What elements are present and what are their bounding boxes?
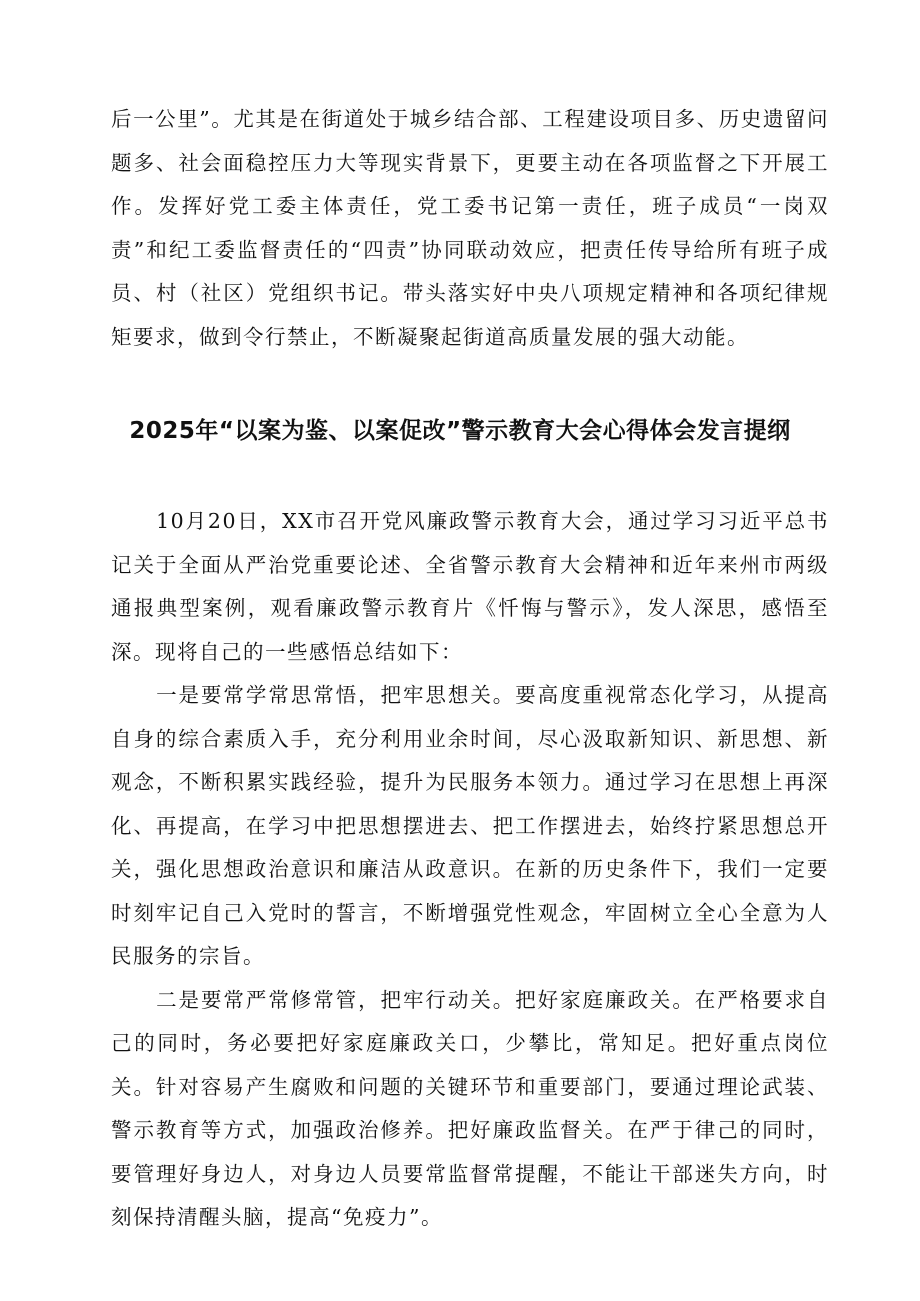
paragraph-point-one: 一是要常学常思常悟，把牢思想关。要高度重视常态化学习，从提高自身的综合素质入手，充分利用业余时间，尽心汲取新知识、新思想、新观念，不断积累实践经验，提升为民服务本领力。通过学习在思想上再深化、再提高，在学习中把思想摆进去、把工作摆进去，始终拧紧思想总开关，强化思想政治意识和廉洁从政意识。在新的历史条件下，我们一定要时刻牢记自己入党时的誓言，不断增强党性观念，牢固树立全心全意为人民服务的宗旨。 [111, 683, 829, 968]
paragraph-point-two: 二是要常严常修常管，把牢行动关。把好家庭廉政关。在严格要求自己的同时，务必要把好家庭廉政关口，少攀比，常知足。把好重点岗位关。针对容易产生腐败和问题的关键环节和重要部门，要通过理论武装、警示教育等方式，加强政治修养。把好廉政监督关。在严于律己的同时，要管理好身边人，对身边人员要常监督常提醒，不能让干部迷失方向，时刻保持清醒头脑，提高“免疫力”。 [111, 987, 829, 1229]
continuation-paragraph: 后一公里”。尤其是在街道处于城乡结合部、工程建设项目多、历史遗留问题多、社会面稳控压力大等现实背景下，更要主动在各项监督之下开展工作。发挥好党工委主体责任，党工委书记第一责任，班子成员“一岗双责”和纪工委监督责任的“四责”协同联动效应，把责任传导给所有班子成员、村（社区）党组织书记。带头落实好中央八项规定精神和各项纪律规矩要求，做到令行禁止，不断凝聚起街道高质量发展的强大动能。 [111, 107, 829, 349]
document-title: 2025年“以案为鉴、以案促改”警示教育大会心得体会发言提纲 [129, 418, 791, 444]
continuation-section [111, 98, 829, 359]
body-section [111, 500, 829, 1240]
paragraph-intro: 10月20日，XX市召开党风廉政警示教育大会，通过学习习近平总书记关于全面从严治党重要论述、全省警示教育大会精神和近年来州市两级通报典型案例，观看廉政警示教育片《忏悔与警示》，发人深思，感悟至深。现将自己的一些感悟总结如下： [111, 509, 829, 664]
